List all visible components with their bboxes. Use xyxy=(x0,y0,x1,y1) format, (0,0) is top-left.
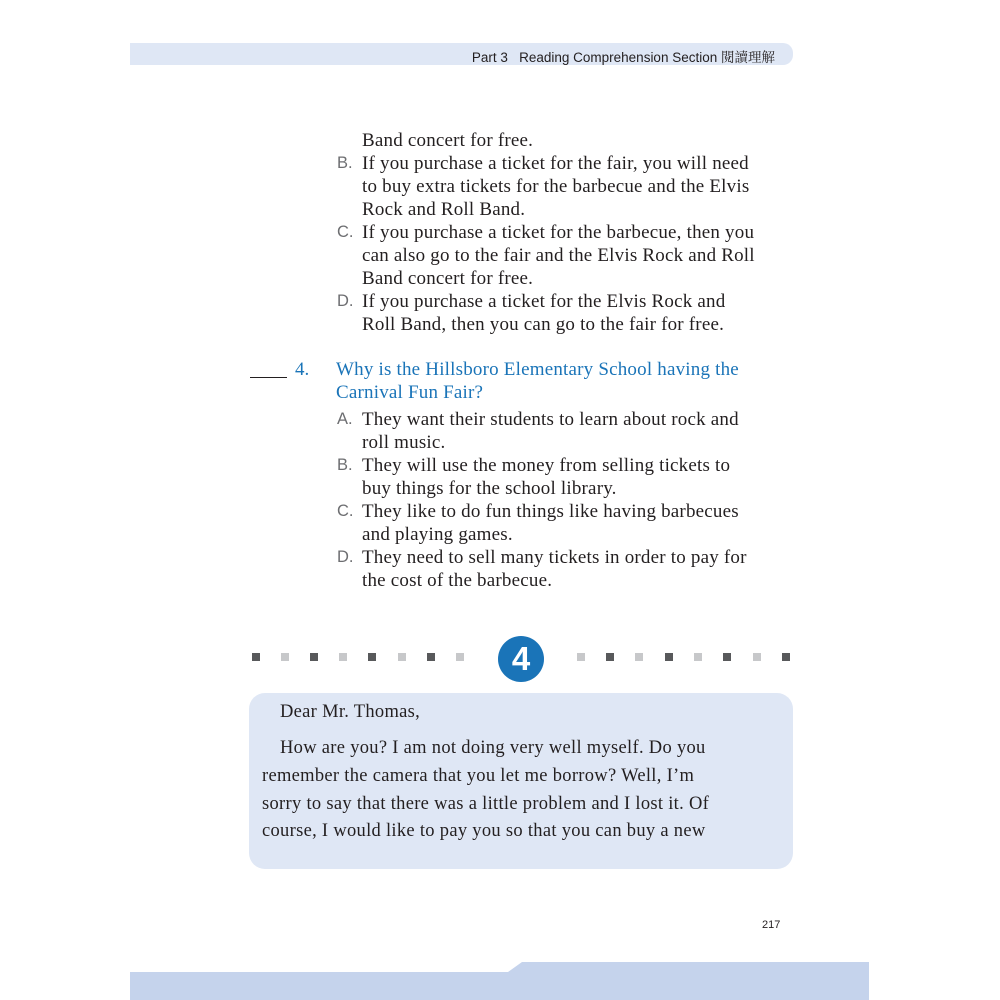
question-number: 4. xyxy=(295,359,310,380)
question-text-line: Carnival Fun Fair? xyxy=(336,382,484,403)
q3-option-b-line: Rock and Roll Band. xyxy=(362,199,526,220)
divider-square xyxy=(753,653,761,661)
divider-square xyxy=(368,653,376,661)
divider-square xyxy=(577,653,585,661)
divider-square xyxy=(456,653,464,661)
passage-line: course, I would like to pay you so that you can buy a new xyxy=(262,821,706,841)
q3-option-b-line: to buy extra tickets for the barbecue and the Elvis xyxy=(362,176,750,197)
answer-blank[interactable] xyxy=(250,377,287,378)
q4-option-c-line: and playing games. xyxy=(362,524,513,545)
divider-square xyxy=(252,653,260,661)
passage-line: sorry to say that there was a little problem and I lost it. Of xyxy=(262,794,710,814)
footer-band xyxy=(0,958,1000,1000)
divider-square xyxy=(281,653,289,661)
q3-option-c-line: Band concert for free. xyxy=(362,268,534,289)
divider-square xyxy=(665,653,673,661)
divider-square xyxy=(398,653,406,661)
question-text-line: Why is the Hillsboro Elementary School having the xyxy=(336,359,739,380)
q4-option-a-line: They want their students to learn about rock and xyxy=(362,409,739,430)
q4-option-d-line: They need to sell many tickets in order to pay for xyxy=(362,547,747,568)
divider-square xyxy=(310,653,318,661)
q4-option-b-line: They will use the money from selling tickets to xyxy=(362,455,731,476)
divider-square xyxy=(723,653,731,661)
passage-line: How are you? I am not doing very well myself. Do you xyxy=(280,738,706,758)
q3-option-c-letter: C. xyxy=(337,223,354,241)
header-section-title: Reading Comprehension Section xyxy=(519,50,718,65)
q4-option-a-line: roll music. xyxy=(362,432,446,453)
header-part-label: Part 3 xyxy=(471,50,508,65)
divider-square xyxy=(427,653,435,661)
q4-option-c-letter: C. xyxy=(337,502,354,520)
q3-option-c-line: If you purchase a ticket for the barbecue, then you xyxy=(362,222,755,243)
header-section-title-zh: 閱讀理解 xyxy=(721,50,775,65)
q3-option-c-line: can also go to the fair and the Elvis Rock and Roll xyxy=(362,245,755,266)
q4-option-c-line: They like to do fun things like having barbecues xyxy=(362,501,739,522)
q4-option-b-line: buy things for the school library. xyxy=(362,478,617,499)
divider-square xyxy=(339,653,347,661)
passage-greeting: Dear Mr. Thomas, xyxy=(280,702,421,722)
divider-square xyxy=(782,653,790,661)
q4-option-d-line: the cost of the barbecue. xyxy=(362,570,553,591)
passage-line: remember the camera that you let me borrow? Well, I’m xyxy=(262,766,695,786)
running-header xyxy=(130,43,793,65)
passage-number-badge: 4 xyxy=(498,636,544,682)
footer-band-shape xyxy=(130,962,869,1000)
q4-option-b-letter: B. xyxy=(337,456,353,474)
q4-option-d-letter: D. xyxy=(337,548,354,566)
divider-square xyxy=(694,653,702,661)
divider-square xyxy=(635,653,643,661)
page-number: 217 xyxy=(762,919,781,931)
q3-option-b-line: If you purchase a ticket for the fair, you will need xyxy=(362,153,749,174)
q3-option-a-tail: Band concert for free. xyxy=(362,130,534,151)
header-text xyxy=(472,46,775,66)
divider-square xyxy=(606,653,614,661)
q3-option-d-line: Roll Band, then you can go to the fair for free. xyxy=(362,314,725,335)
q3-option-b-letter: B. xyxy=(337,154,353,172)
q4-option-a-letter: A. xyxy=(337,410,353,428)
q3-option-d-letter: D. xyxy=(337,292,354,310)
passage-panel xyxy=(249,693,793,869)
q3-option-d-line: If you purchase a ticket for the Elvis Rock and xyxy=(362,291,726,312)
